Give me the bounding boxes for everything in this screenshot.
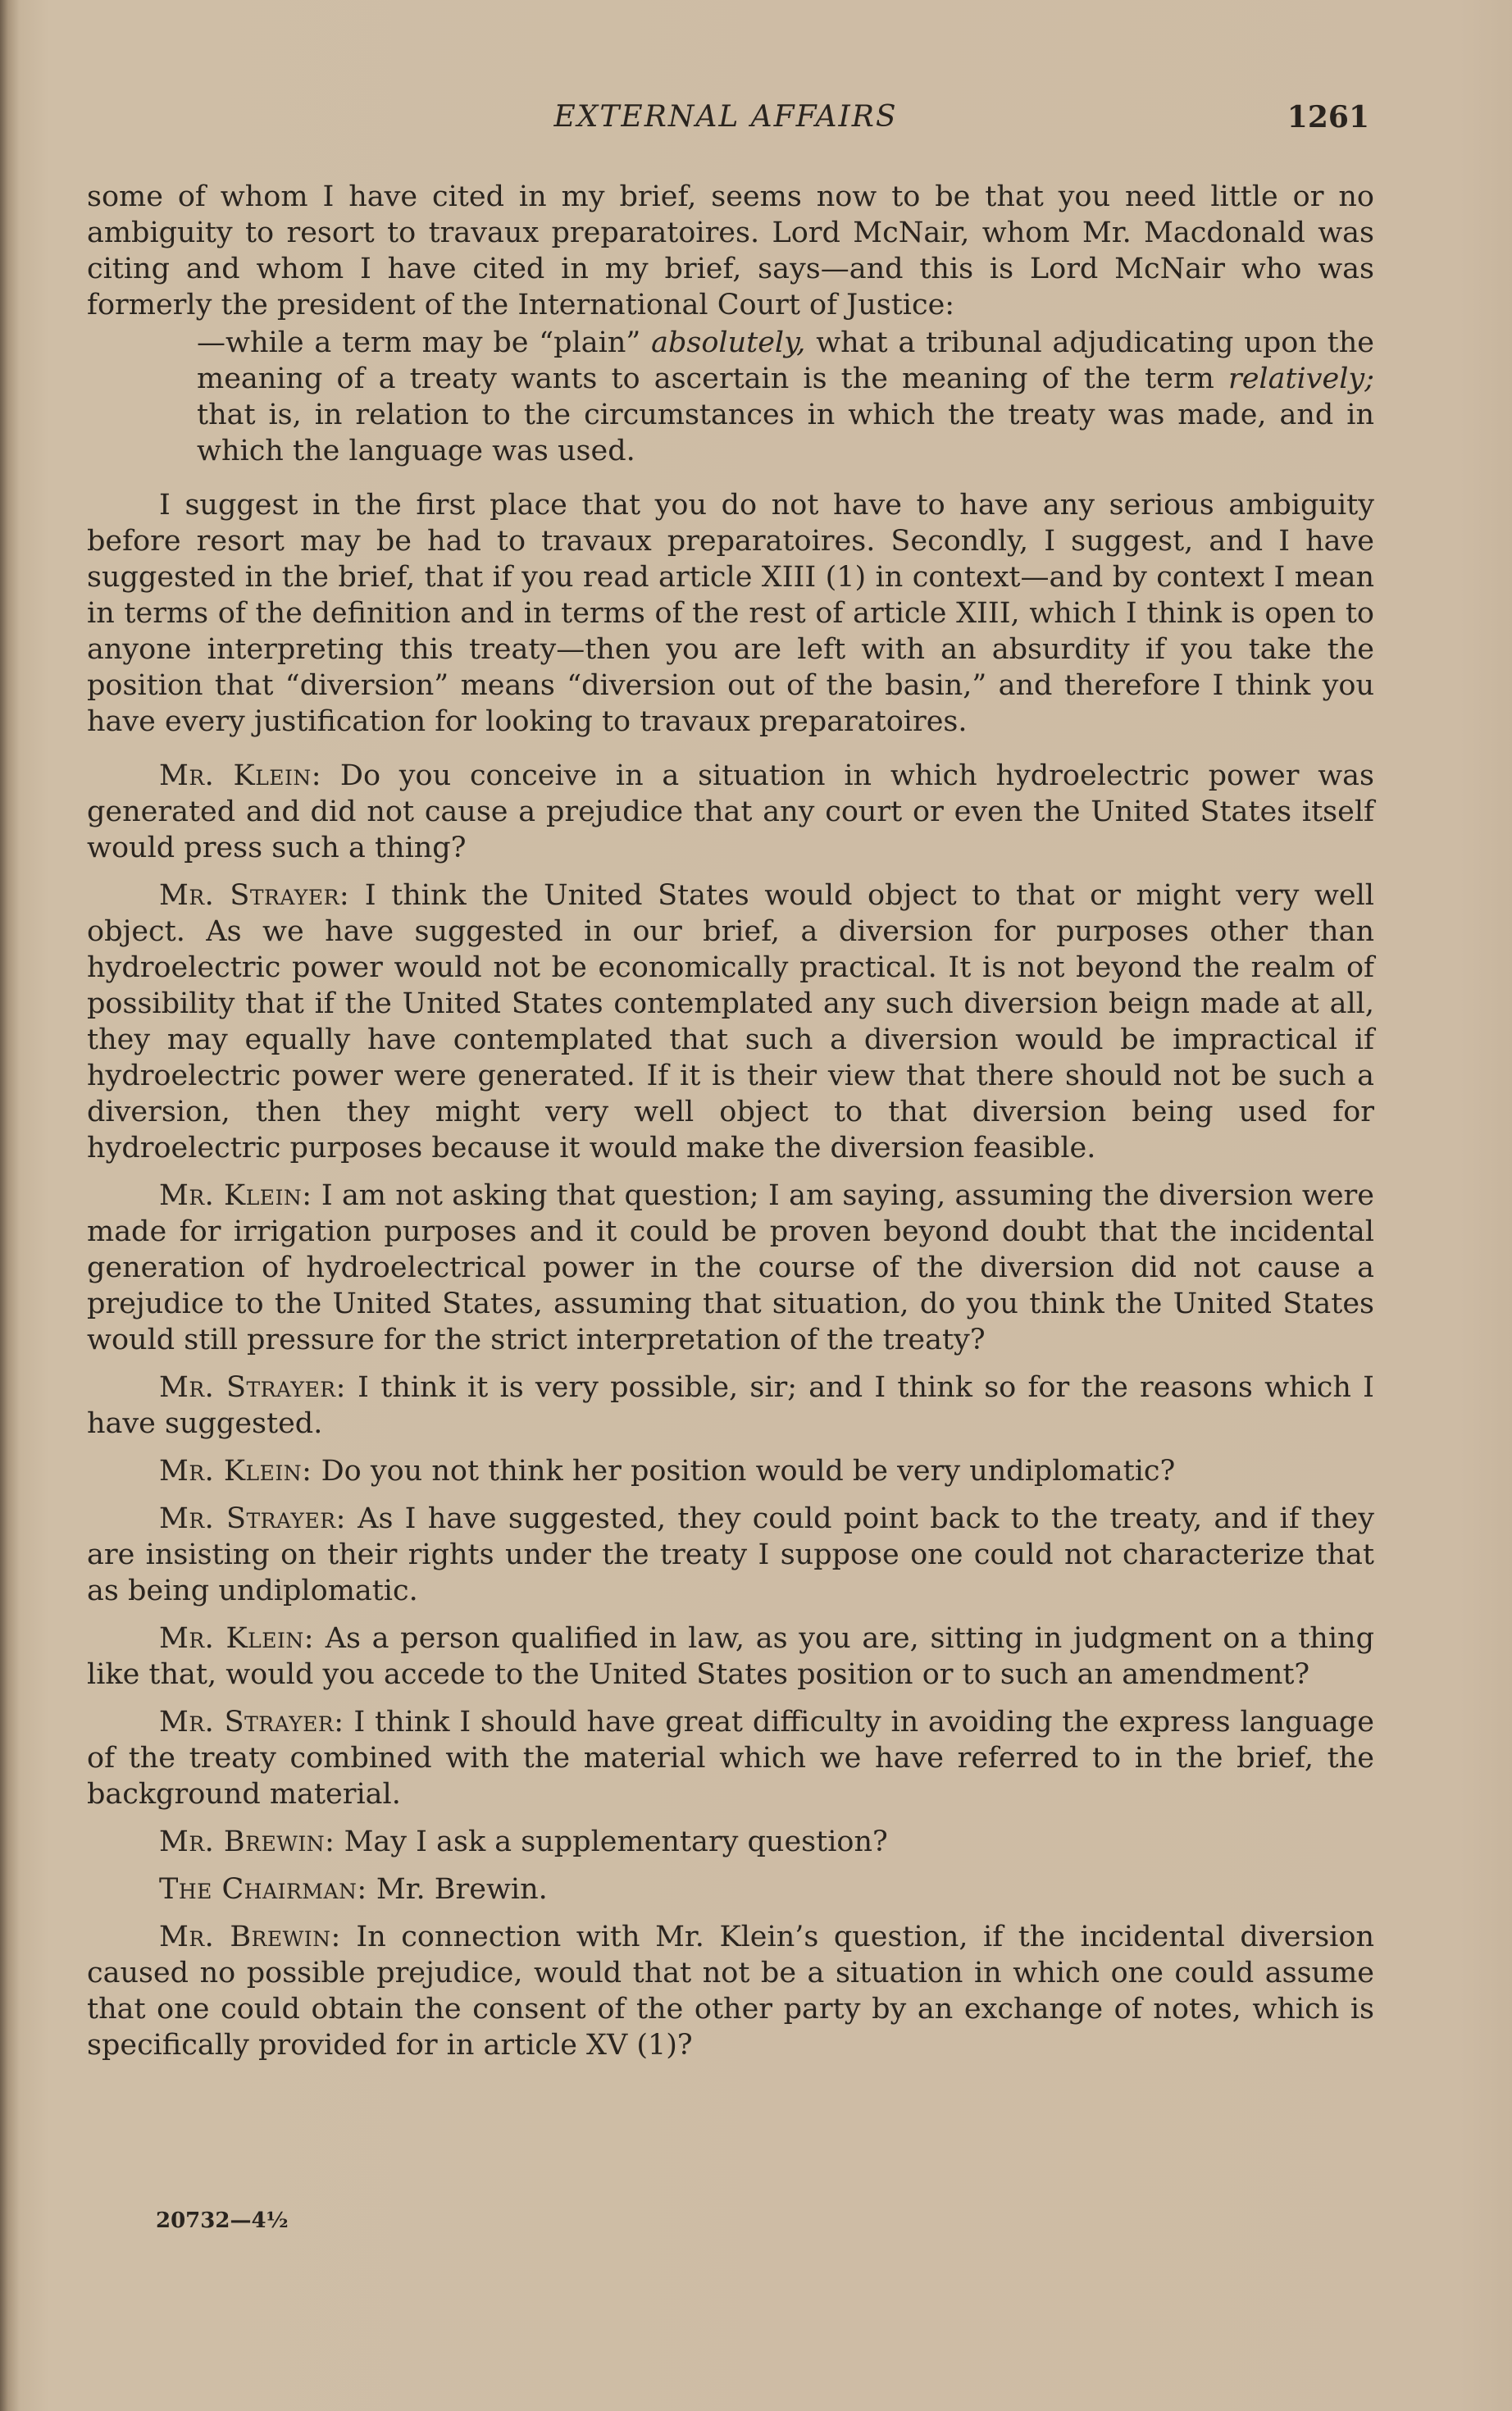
speech-paragraph (87, 1501, 1374, 1609)
speech-paragraph (87, 1453, 1374, 1489)
signature-mark: 20732—4½ (156, 2208, 289, 2233)
speech-text: I think I should have great difficulty in avoiding the express language of the treaty combined with the material which we have referred to in the brief, the background material. (87, 1706, 1374, 1811)
page-number: 1261 (1287, 100, 1369, 134)
document-body (87, 179, 1374, 2063)
speaker-name: Mr. Strayer: (159, 1706, 344, 1739)
speech-paragraph (87, 877, 1374, 1166)
speech-paragraph (87, 1178, 1374, 1358)
speaker-name: Mr. Strayer: (159, 1502, 346, 1535)
speaker-name: Mr. Strayer: (159, 879, 350, 912)
page-header (82, 100, 1369, 141)
speaker-name: Mr. Klein: (159, 759, 322, 792)
speech-text: Mr. Brewin. (367, 1873, 548, 1906)
quote-text: —while a term may be “plain” (197, 326, 652, 359)
speaker-name: Mr. Klein: (159, 1622, 315, 1655)
quote-text: what a tribunal adjudicating upon the meaning of a treaty wants to ascertain is the meaning of the term (197, 326, 1374, 395)
speech-paragraph (87, 1919, 1374, 2063)
quote-text: that is, in relation to the circumstances in which the treaty was made, and in which the language was used. (197, 399, 1374, 467)
block-quote (197, 325, 1374, 469)
speech-text: As I have suggested, they could point back to the treaty, and if they are insisting on their rights under the treaty I suppose one could not characterize that as being undiplomatic. (87, 1502, 1374, 1607)
speaker-name: Mr. Klein: (159, 1455, 312, 1488)
speaker-name: Mr. Klein: (159, 1179, 312, 1212)
speech-paragraph (87, 1824, 1374, 1860)
speech-text: Do you conceive in a situation in which hydroelectric power was generated and did not cause a prejudice that any court or even the United States itself would press such a thing? (87, 759, 1374, 864)
speech-paragraph (87, 758, 1374, 866)
speech-text: I think the United States would object to that or might very well object. As we have suggested in our brief, a diversion for purposes other than hydroelectric power would not be economically practical. It is not beyond the realm of possibility that if the United States contemplated any such diversion beign made at all, they may equally have contemplated that such a diversion would be impractical if hydroelectric power were generated. If it is their view that there should not be such a diversion, then they might very well object to that diversion being used for hydroelectric purposes because it would make the diversion feasible. (87, 879, 1374, 1164)
speech-text: Do you not think her position would be very undiplomatic? (312, 1455, 1176, 1488)
speech-paragraph (87, 1370, 1374, 1442)
speech-text: I am not asking that question; I am saying, assuming the diversion were made for irrigation purposes and it could be proven beyond doubt that the incidental generation of hydroelectrical power in the course of the diversion did not cause a prejudice to the United States, assuming that situation, do you think the United States would still pressure for the strict interpretation of the treaty? (87, 1179, 1374, 1356)
speech-text: I think it is very possible, sir; and I think so for the reasons which I have suggested. (87, 1371, 1375, 1440)
speaker-name: Mr. Strayer: (159, 1371, 346, 1404)
paragraph: I suggest in the first place that you do not have to have any serious ambiguity before resort may be had to travaux preparatoires. Secondly, I suggest, and I have suggested in the brief, that if you read article XIII (1) in context—and by context I mean in terms of the definition and in terms of the rest of article XIII, which I think is open to anyone interpreting this treaty—then you are left with an absurdity if you take the position that “diversion” means “diversion out of the basin,” and therefore I think you have every justification for looking to travaux preparatoires. (87, 489, 1374, 738)
speech-paragraph (87, 1620, 1374, 1693)
paragraph: some of whom I have cited in my brief, seems now to be that you need little or no ambiguity to resort to travaux preparatoires. Lord McNair, whom Mr. Macdonald was citing and whom I have cited in my brief, says—and this is Lord McNair who was formerly the president of the International Court of Justice: (87, 180, 1374, 321)
quote-emphasis: relatively; (1227, 362, 1374, 395)
quote-emphasis: absolutely, (651, 326, 806, 359)
speaker-name: Mr. Brewin: (159, 1825, 335, 1858)
speech-paragraph (87, 1871, 1374, 1907)
speech-text: May I ask a supplementary question? (335, 1825, 888, 1858)
speaker-name: Mr. Brewin: (159, 1921, 341, 1953)
running-head: EXTERNAL AFFAIRS (553, 100, 898, 134)
speech-paragraph (87, 1704, 1374, 1812)
speaker-name: The Chairman: (159, 1873, 367, 1906)
speech-text: As a person qualified in law, as you are, sitting in judgment on a thing like that, would you accede to the United States position or to such an amendment? (87, 1622, 1374, 1691)
speech-text: In connection with Mr. Klein’s question, if the incidental diversion caused no possible prejudice, would that not be a situation in which one could assume that one could obtain the consent of the other party by an exchange of notes, which is specifically provided for in article XV (1)? (87, 1921, 1374, 2062)
